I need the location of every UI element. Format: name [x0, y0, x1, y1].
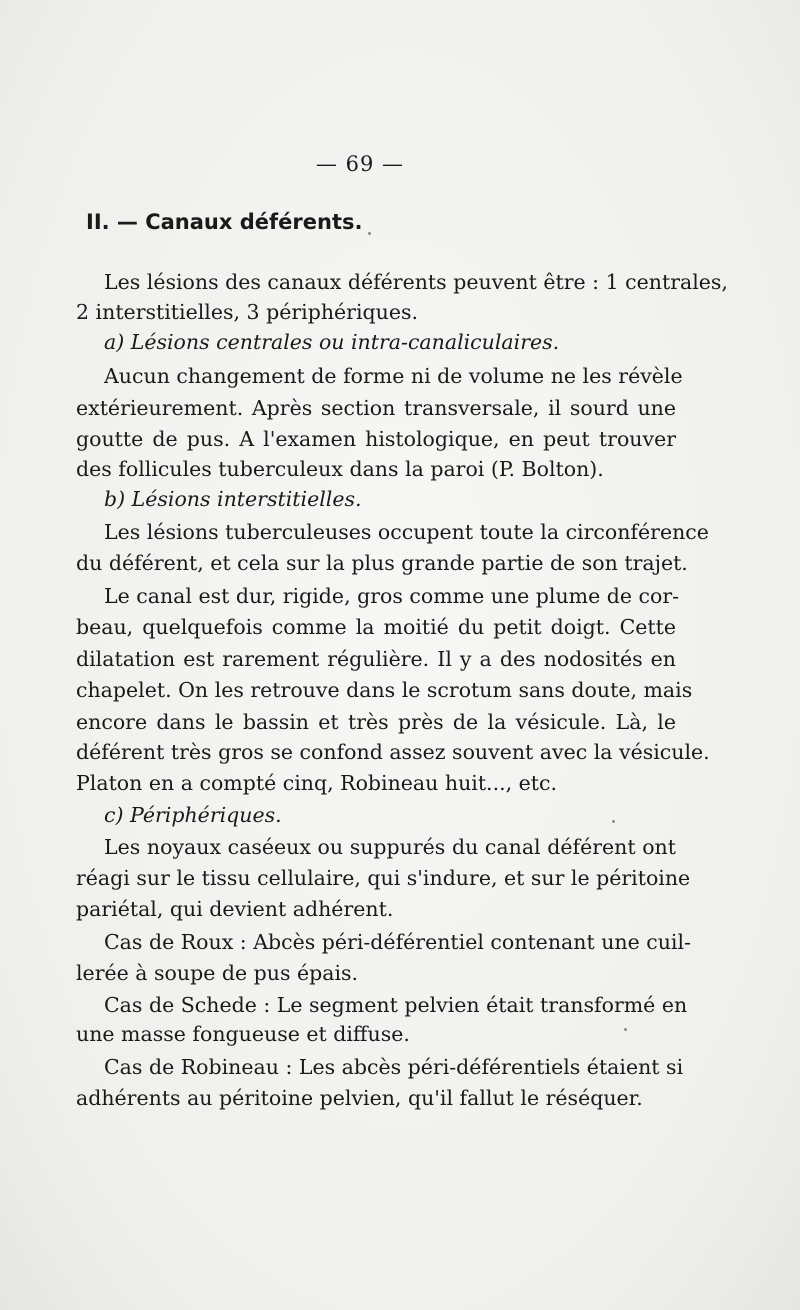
- text-line: beau, quelquefois comme la moitié du petit doigt. Cette: [76, 615, 676, 639]
- text-line: Le canal est dur, rigide, gros comme une plume de cor-: [104, 584, 680, 608]
- text-line: réagi sur le tissu cellulaire, qui s'indure, et sur le péritoine: [76, 866, 691, 890]
- text-line: extérieurement. Après section transversale, il sourd une: [76, 396, 676, 420]
- text-line: pariétal, qui devient adhérent.: [76, 897, 394, 921]
- text-line: Platon en a compté cinq, Robineau huit..., etc.: [76, 771, 558, 795]
- text-line: Les noyaux caséeux ou suppurés du canal déférent ont: [104, 835, 676, 859]
- text-line: du déférent, et cela sur la plus grande partie de son trajet.: [76, 551, 688, 575]
- text-line: Les lésions tuberculeuses occupent toute la circonférence: [104, 520, 709, 544]
- text-line: Les lésions des canaux déférents peuvent être : 1 centrales,: [104, 270, 728, 294]
- subsection-heading-b: b) Lésions interstitielles.: [104, 487, 362, 511]
- text-line: lerée à soupe de pus épais.: [76, 961, 359, 985]
- text-line: encore dans le bassin et très près de la vésicule. Là, le: [76, 710, 676, 734]
- text-line: chapelet. On les retrouve dans le scrotum sans doute, mais: [76, 678, 693, 702]
- ink-speck: [612, 820, 615, 823]
- ink-speck: [624, 1028, 627, 1031]
- text-line: Aucun changement de forme ni de volume ne les révèle: [104, 364, 683, 388]
- ink-speck: [368, 232, 371, 235]
- text-line: déférent très gros se confond assez souvent avec la vésicule.: [76, 740, 710, 764]
- text-line: dilatation est rarement régulière. Il y a des nodosités en: [76, 647, 676, 671]
- text-line: adhérents au péritoine pelvien, qu'il fallut le réséquer.: [76, 1086, 643, 1110]
- section-heading: II. — Canaux déférents.: [86, 210, 363, 234]
- subsection-heading-c: c) Périphériques.: [104, 803, 282, 827]
- text-line: une masse fongueuse et diffuse.: [76, 1022, 410, 1046]
- text-line: goutte de pus. A l'examen histologique, en peut trouver: [76, 427, 676, 451]
- page-number: — 69 —: [315, 152, 405, 176]
- text-line: 2 interstitielles, 3 périphériques.: [76, 300, 419, 324]
- text-line: des follicules tuberculeux dans la paroi (P. Bolton).: [76, 457, 604, 481]
- text-line: Cas de Robineau : Les abcès péri-déférentiels étaient si: [104, 1055, 684, 1079]
- text-line: Cas de Roux : Abcès péri-déférentiel contenant une cuil-: [104, 930, 691, 954]
- text-line: Cas de Schede : Le segment pelvien était transformé en: [104, 993, 688, 1017]
- subsection-heading-a: a) Lésions centrales ou intra-canaliculaires.: [104, 330, 560, 354]
